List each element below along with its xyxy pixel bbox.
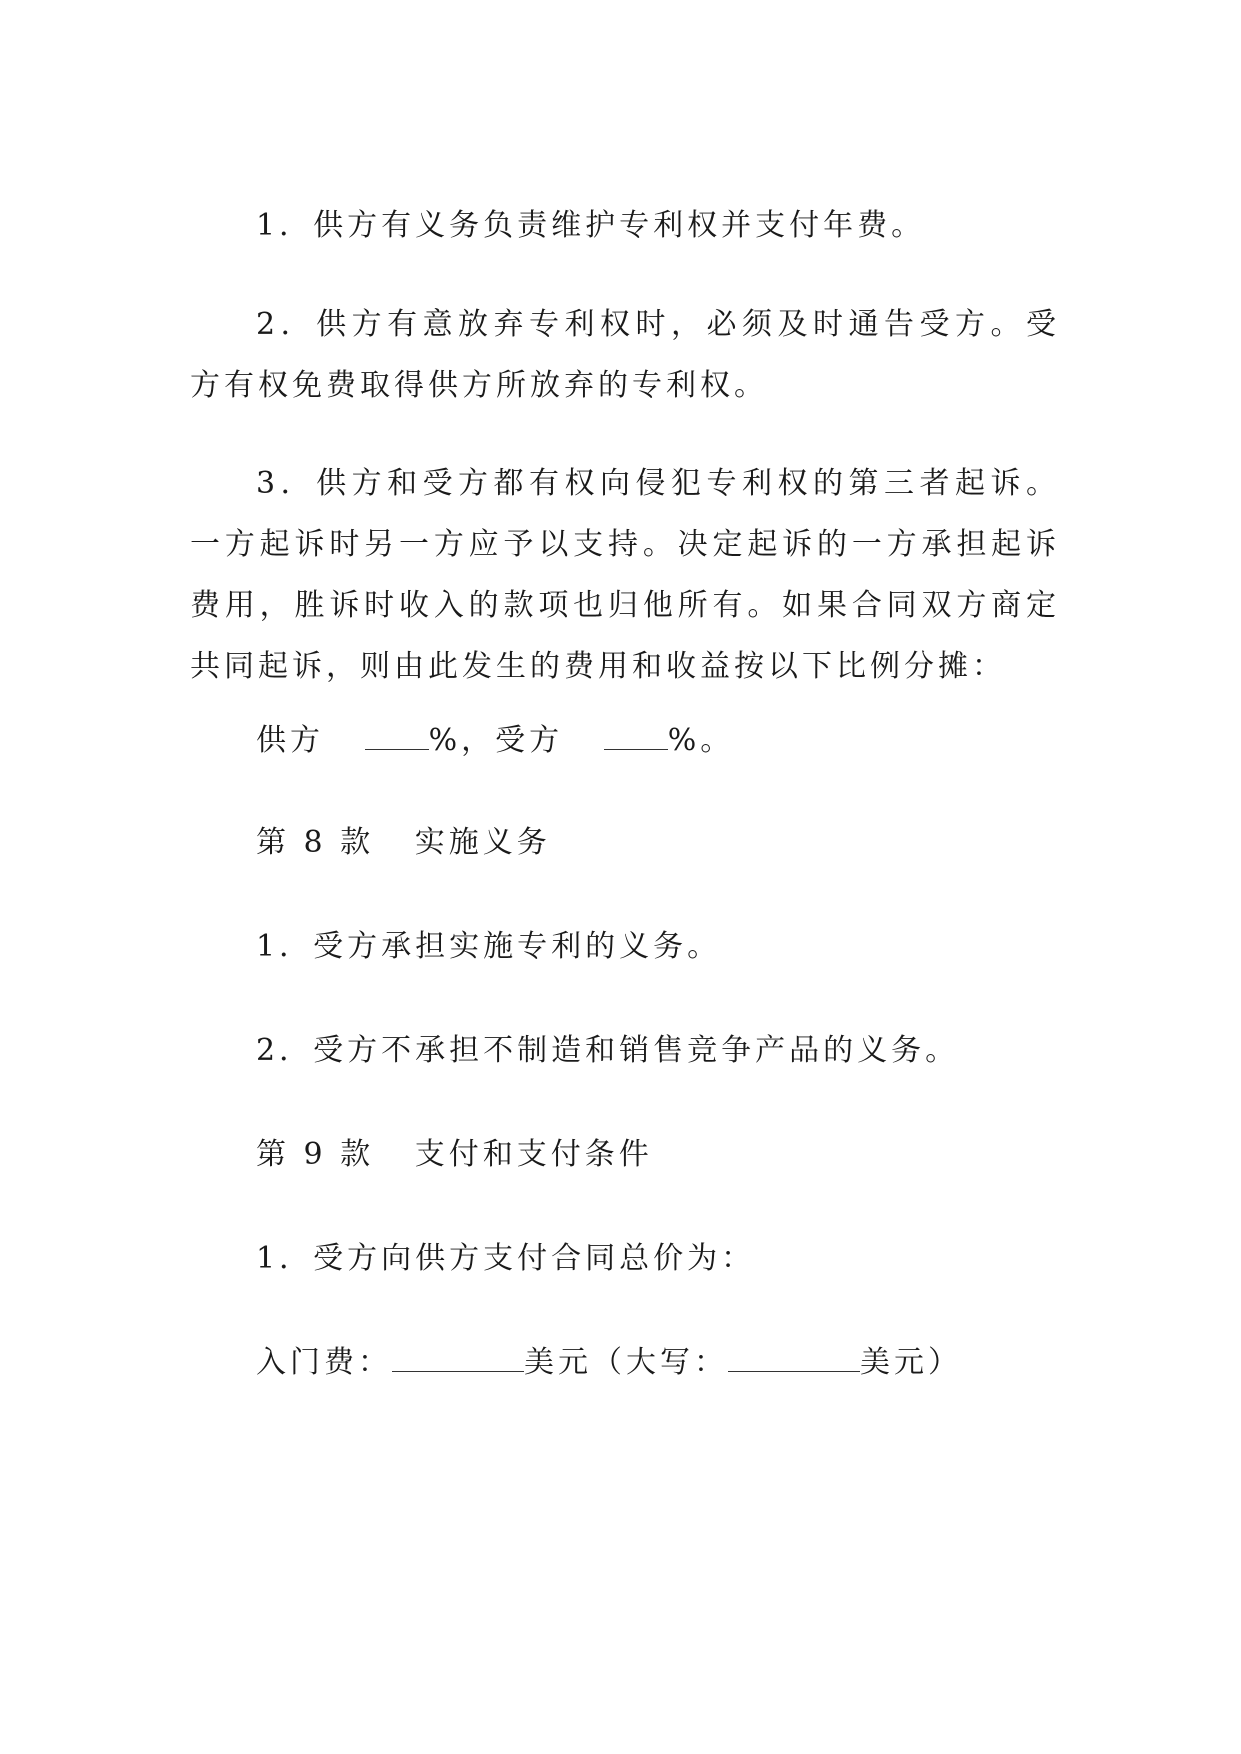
paragraph-infringement-suit: 3．供方和受方都有权向侵犯专利权的第三者起诉。一方起诉时另一方应予以支持。决定起诉的一方承担起诉费用，胜诉时收入的款项也归他所有。如果合同双方商定共同起诉，则由此发生的费用和收益按以下比例分摊： [190,466,1060,684]
clause-9-title: 支付和支付条件 [414,1137,653,1172]
clause-8-number: 第 8 款 [256,825,375,860]
clause-8-item-1: 1．受方承担实施专利的义务。 [256,929,722,964]
clause-8-title: 实施义务 [414,825,551,860]
entry-fee-label: 入门费： [256,1345,392,1380]
supplier-label: 供方 [256,723,324,758]
cost-share-ratio-line [256,721,734,761]
receiver-percent-unit: %。 [667,723,735,758]
receiver-percent-blank [604,721,668,750]
clause-9-number: 第 9 款 [256,1137,375,1172]
paragraph-maintain-patent: 1．供方有义务负责维护专利权并支付年费。 [256,208,926,243]
entry-fee-line [256,1343,962,1383]
clause-9-item-1: 1．受方向供方支付合同总价为： [256,1241,756,1276]
supplier-percent-unit: %， [428,723,496,758]
clause-8-heading [256,823,551,863]
entry-fee-unit: 美元（大写： [524,1345,728,1380]
paragraph-abandon-patent: 2．供方有意放弃专利权时，必须及时通告受方。受方有权免费取得供方所放弃的专利权。 [190,307,1060,403]
clause-9-heading [256,1135,653,1175]
receiver-label: 受方 [495,723,564,758]
clause-8-item-2: 2．受方不承担不制造和销售竞争产品的义务。 [256,1033,960,1068]
entry-fee-amount-blank [392,1343,524,1372]
entry-fee-unit-end: 美元） [860,1345,962,1380]
supplier-percent-blank [365,721,429,750]
entry-fee-amount-words-blank [728,1343,860,1372]
